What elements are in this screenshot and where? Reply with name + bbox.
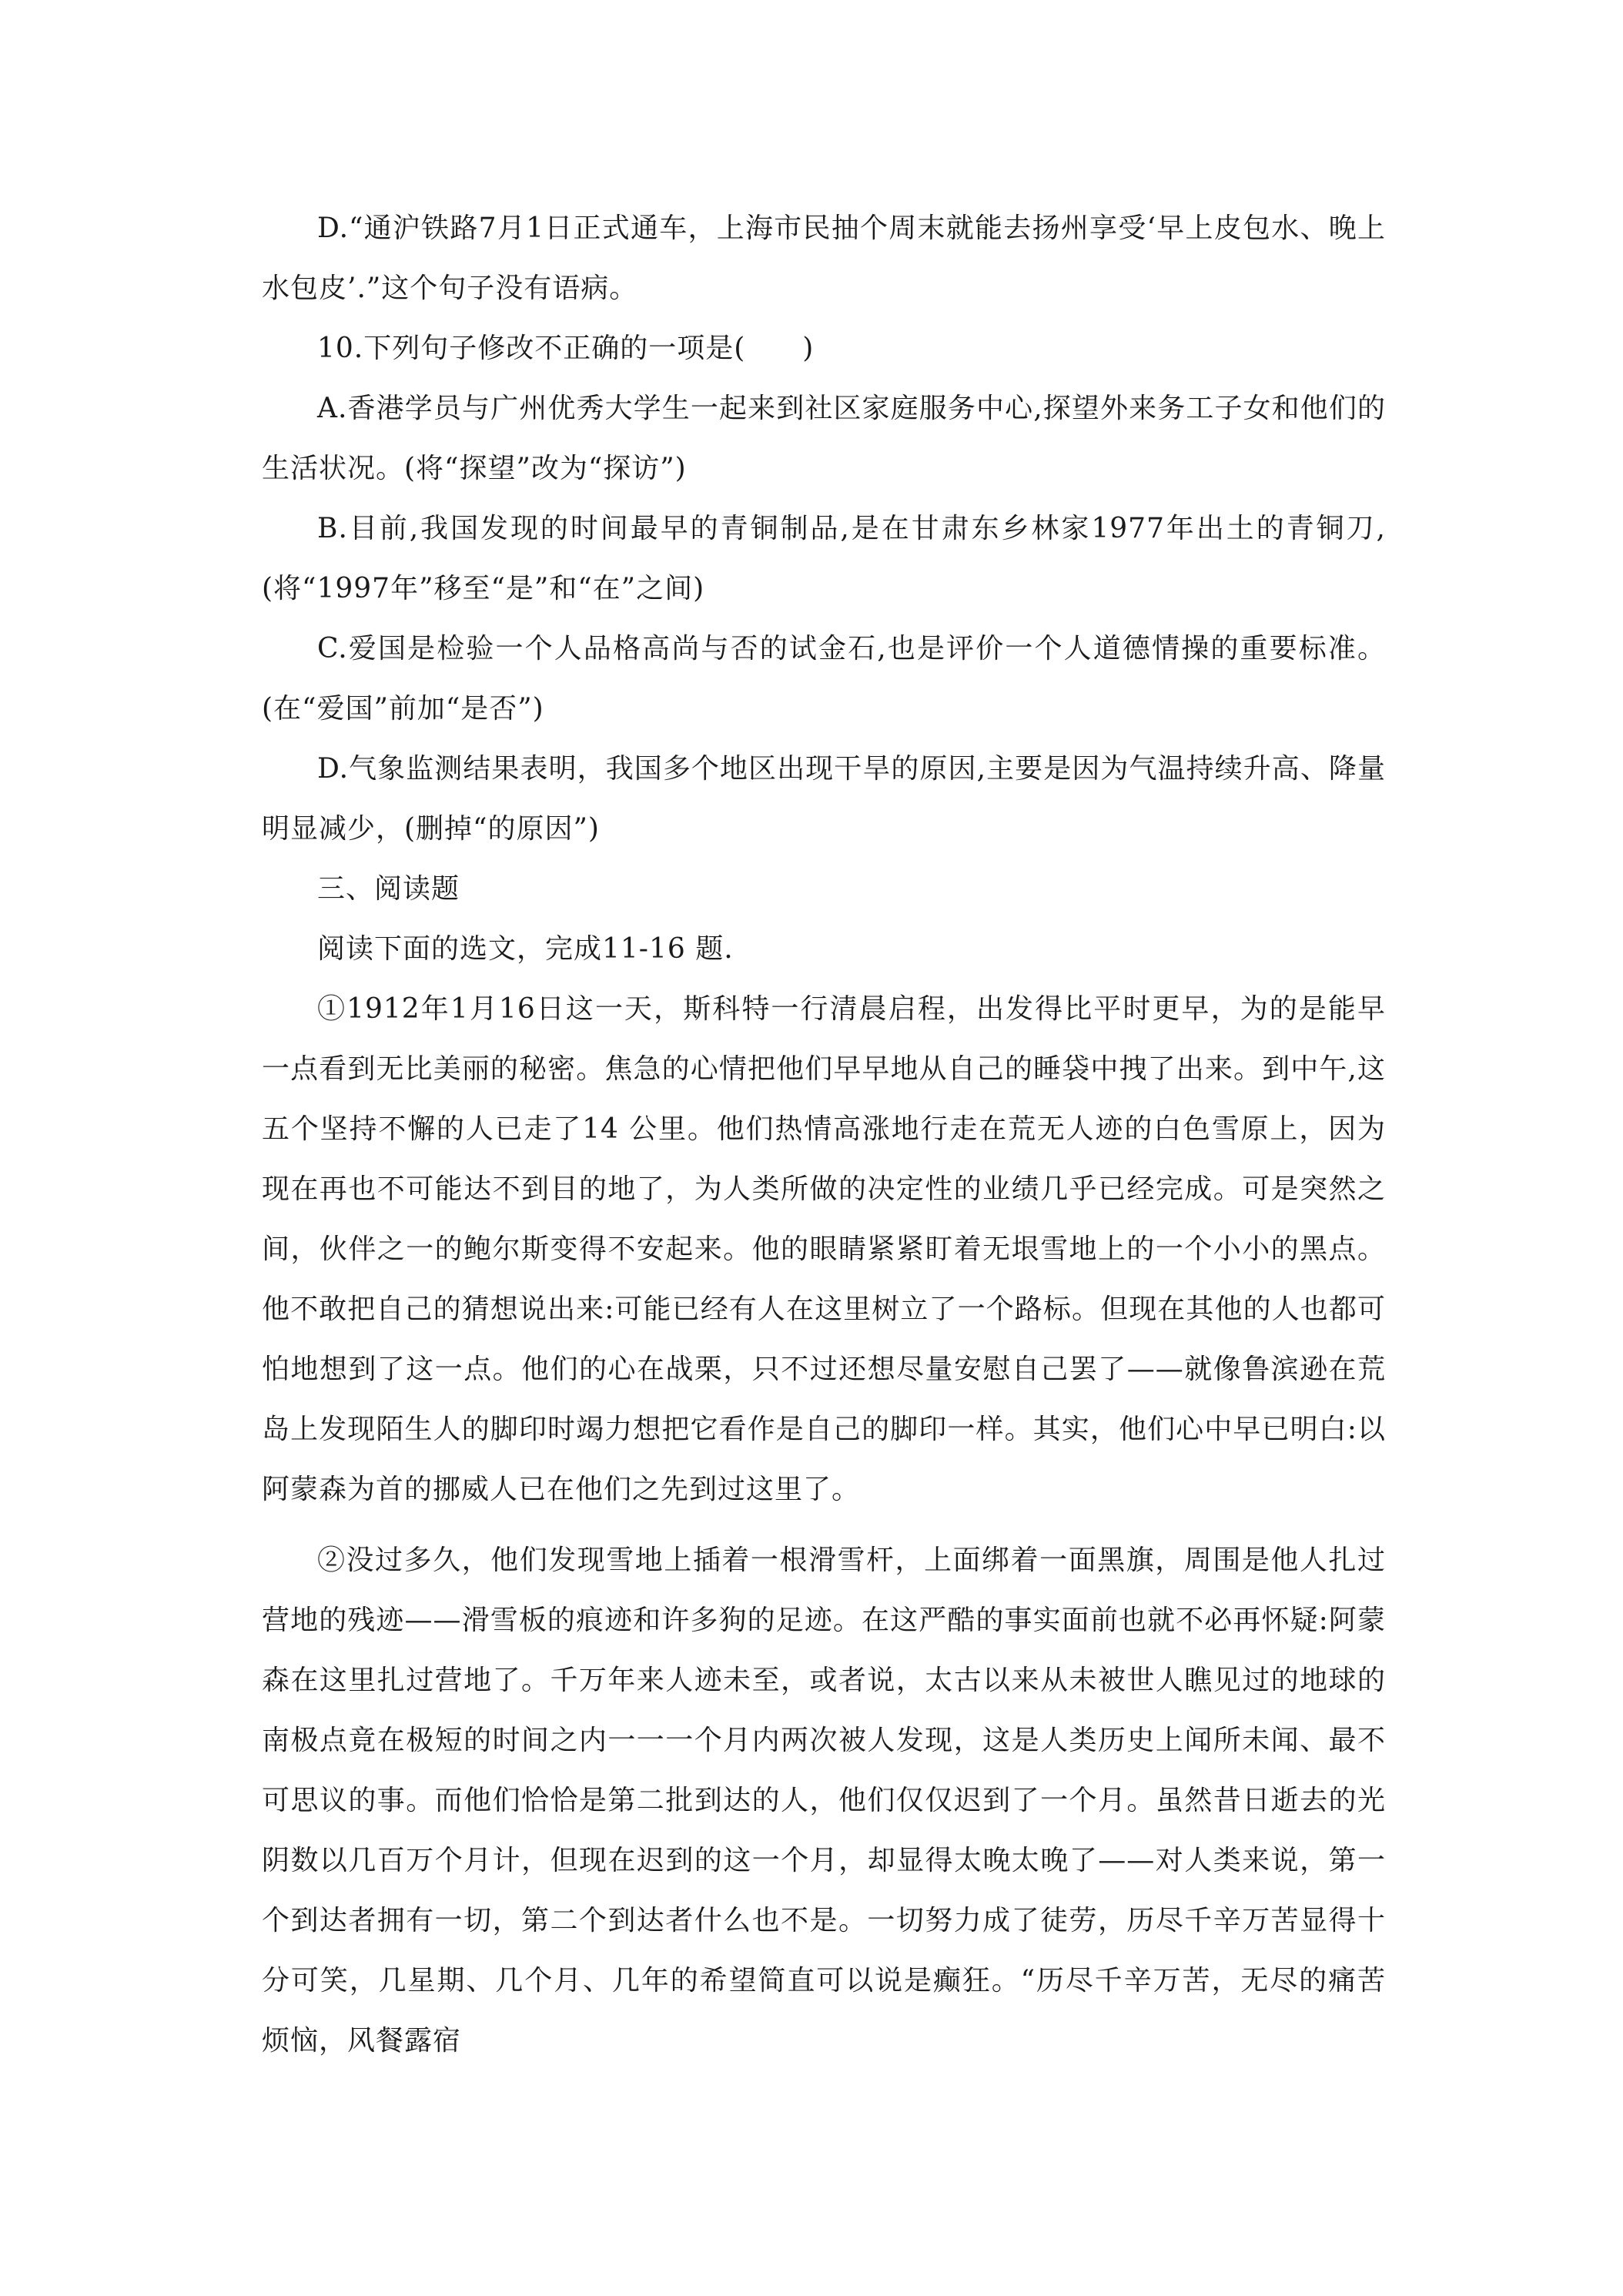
section-heading: 三、阅读题 (317, 873, 460, 905)
reading-instruction: 阅读下面的选文，完成11-16 题. (317, 933, 734, 965)
option-a-paragraph: A.香港学员与广州优秀大学生一起来到社区家庭服务中心,探望外来务工子女和他们的生活状况。(将“探望”改为“探访”) (262, 393, 1386, 484)
option-c-paragraph: C.爱国是检验一个人品格高尚与否的试金石,也是评价一个人道德情操的重要标准。(在“爱国”前加“是否”) (262, 633, 1386, 725)
passage-paragraph-1: ①1912年1月16日这一天，斯科特一行清晨启程，出发得比平时更早，为的是能早一点看到无比美丽的秘密。焦急的心情把他们早早地从自己的睡袋中拽了出来。到中午,这五个坚持不懈的人已走了14 公里。他们热情高涨地行走在荒无人迹的白色雪原上，因为现在再也不可能达不到目的地了，为人类所做的决定性的业绩几乎已经完成。可是突然之间，伙伴之一的鲍尔斯变得不安起来。他的眼睛紧紧盯着无垠雪地上的一个小小的黑点。他不敢把自己的猜想说出来:可能已经有人在这里树立了一个路标。但现在其他的人也都可怕地想到了这一点。他们的心在战栗，只不过还想尽量安慰自己罢了——就像鲁滨逊在荒岛上发现陌生人的脚印时竭力想把它看作是自己的脚印一样。其实，他们心中早已明白:以阿蒙森为首的挪威人已在他们之先到过这里了。 (262, 993, 1386, 1505)
option-d2-paragraph: D.气象监测结果表明，我国多个地区出现干旱的原因,主要是因为气温持续升高、降量明显减少，(删掉“的原因”) (262, 753, 1386, 845)
passage-paragraph-2: ②没过多久，他们发现雪地上插着一根滑雪杆，上面绑着一面黑旗，周围是他人扎过营地的残迹——滑雪板的痕迹和许多狗的足迹。在这严酷的事实面前也就不必再怀疑:阿蒙森在这里扎过营地了。千万年来人迹未至，或者说，太古以来从未被世人瞧见过的地球的南极点竟在极短的时间之内一一一个月内两次被人发现，这是人类历史上闻所未闻、最不可思议的事。而他们恰恰是第二批到达的人，他们仅仅迟到了一个月。虽然昔日逝去的光阴数以几百万个月计，但现在迟到的这一个月，却显得太晚太晚了——对人类来说，第一个到达者拥有一切，第二个到达者什么也不是。一切努力成了徒劳，历尽千辛万苦显得十分可笑，几星期、几个月、几年的希望简直可以说是癫狂。“历尽千辛万苦，无尽的痛苦烦恼，风餐露宿 (262, 1545, 1386, 2057)
option-b-paragraph: B.目前,我国发现的时间最早的青铜制品,是在甘肃东乡林家1977年出土的青铜刀,(将“1997年”移至“是”和“在”之间) (262, 513, 1386, 604)
question-10: 10.下列句子修改不正确的一项是( ) (317, 333, 815, 364)
option-d-paragraph: D.“通沪铁路7月1日正式通车，上海市民抽个周末就能去扬州享受‘早上皮包水、晚上水包皮’.”这个句子没有语病。 (262, 213, 1386, 304)
document-body (262, 199, 1386, 2071)
